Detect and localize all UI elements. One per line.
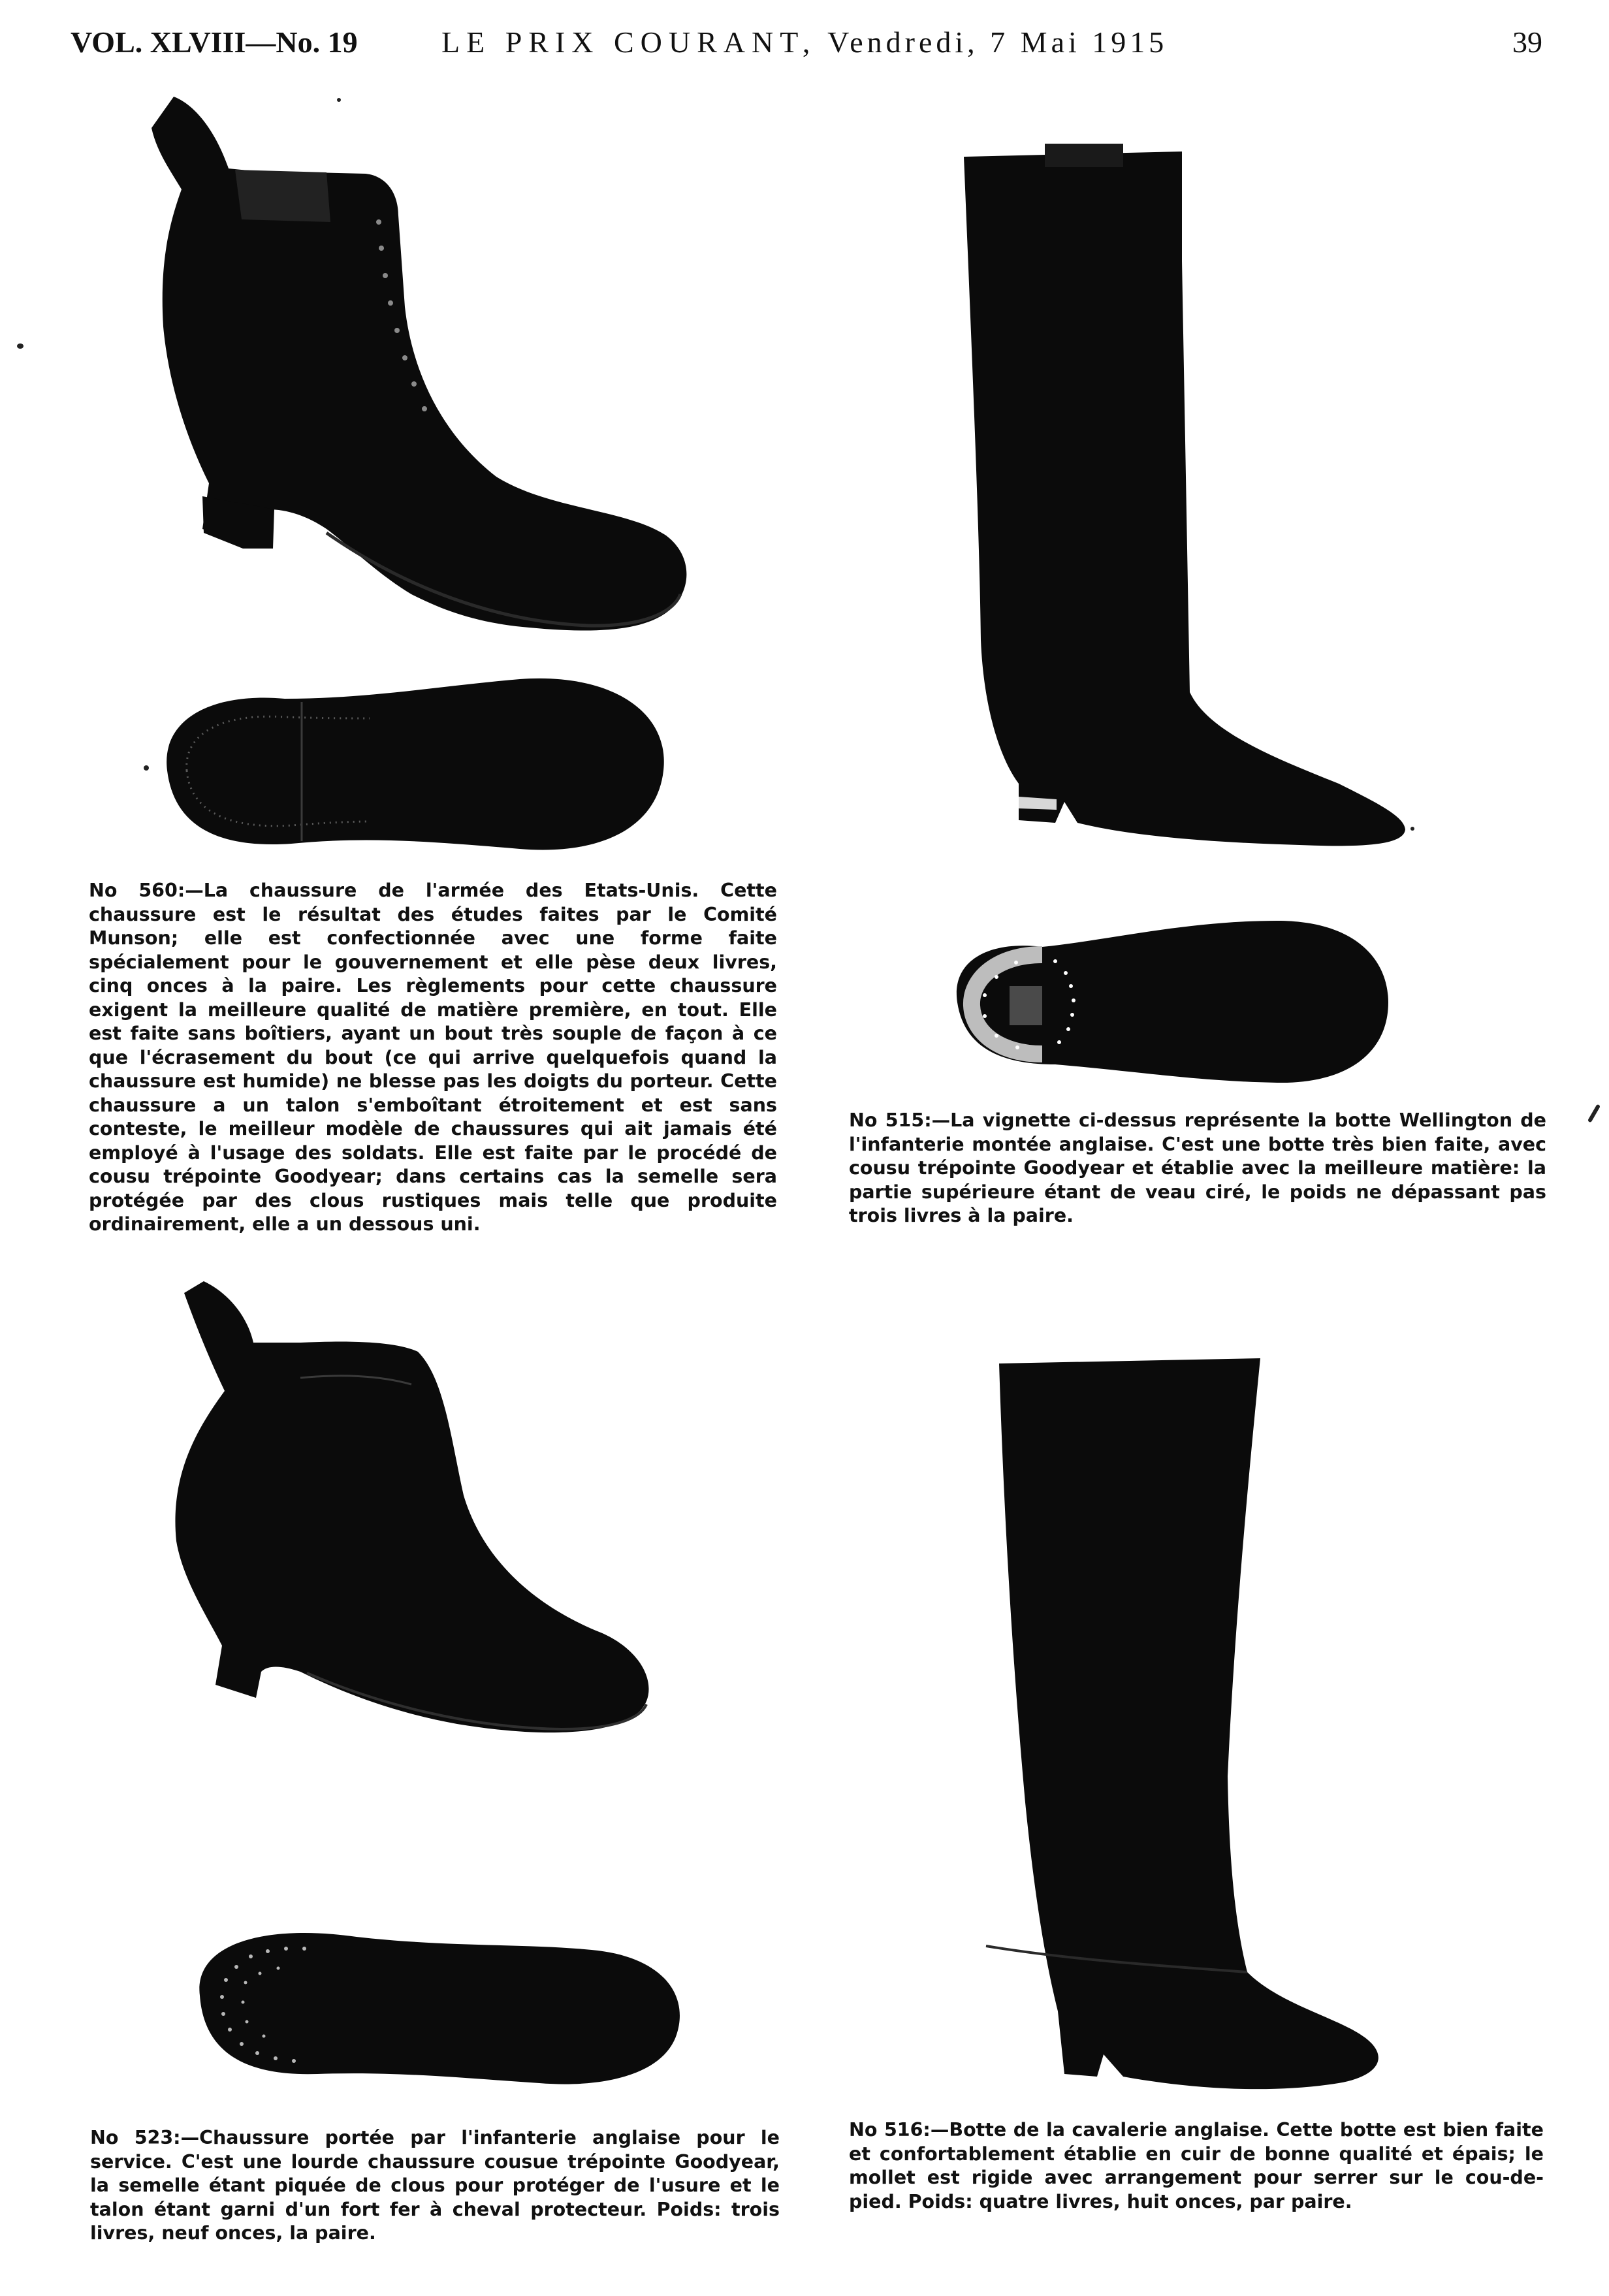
boot-516-illustration [973, 1358, 1391, 2096]
caption-560 [89, 879, 777, 1237]
item-description: —Botte de la cavalerie anglaise. Cette botte est bien faite et confortablement établie en cuir de bonne qualité et épais; le mollet est rigide avec arrangement pour serrer sur le cou-de-pied. Poids: quatre livres, huit onces, par paire. [849, 2119, 1544, 2212]
item-description: —La chaussure de l'armée des Etats-Unis. Cette chaussure est le résultat des études faites par le Comité Munson; elle est confectionnée avec une forme faite spécialement pour le gouvernement et elle pèse deux livres, cinq onces à la paire. Les règlements pour cette chaussure exigent la meilleure qualité de matière première, en tout. Elle est faite sans boîtiers, ayant un bout très souple de façon à ce que l'écrasement du bout (ce qui arrive quelquefois quand la chaussure est humide) ne blesse pas les doigts du porteur. Cette chaussure a un talon s'emboîtant étroitement et est sans conteste, le meilleur modèle de chaussures qui ait jamais été employé à l'usage des soldats. Elle est faite par le procédé de cousu trépointe Goodyear; dans certains cas la semelle sera protégée par des clous rustiques mais telle que produite ordinairement, elle a un dessous uni. [89, 880, 777, 1235]
publication-header [441, 20, 1168, 65]
sole-560-illustration [154, 673, 677, 869]
publication-date: Vendredi, 7 Mai 1915 [827, 25, 1168, 59]
item-number: No 516: [849, 2119, 931, 2141]
caption-515 [849, 1109, 1546, 1228]
item-number: No 560: [89, 880, 185, 901]
boot-560-illustration [131, 91, 705, 666]
sole-515-illustration [938, 914, 1395, 1091]
scan-speck [1410, 827, 1414, 831]
item-number: No 523: [90, 2127, 181, 2148]
item-description: —La vignette ci-dessus représente la botte Wellington de l'infanterie montée anglaise. C'est une botte très bien faite, avec cousu trépointe Goodyear et établie avec la meilleure matière: la partie supérieure étant de veau ciré, le poids ne dépassant pas trois livres à la paire. [849, 1109, 1546, 1226]
item-description: —Chaussure portée par l'infanterie anglaise pour le service. C'est une lourde chaussure cousue trépointe Goodyear, la semelle étant piquée de clous pour protéger de l'usure et le talon étant garni d'un fort fer à cheval protecteur. Poids: trois livres, neuf onces, la paire. [90, 2127, 780, 2244]
item-number: No 515: [849, 1109, 932, 1131]
volume-number: VOL. XLVIII—No. 19 [71, 25, 358, 59]
caption-516 [849, 2118, 1544, 2214]
caption-523 [90, 2126, 780, 2246]
scan-speck [337, 98, 341, 102]
page-number: 39 [1512, 25, 1542, 59]
sole-523-illustration [187, 1917, 696, 2094]
boot-523-illustration [170, 1280, 666, 1789]
boot-515-illustration [934, 144, 1424, 849]
scan-speck [17, 343, 24, 349]
scan-speck [1587, 1104, 1601, 1123]
scan-speck [144, 765, 149, 771]
publication-name: LE PRIX COURANT, [441, 25, 817, 59]
